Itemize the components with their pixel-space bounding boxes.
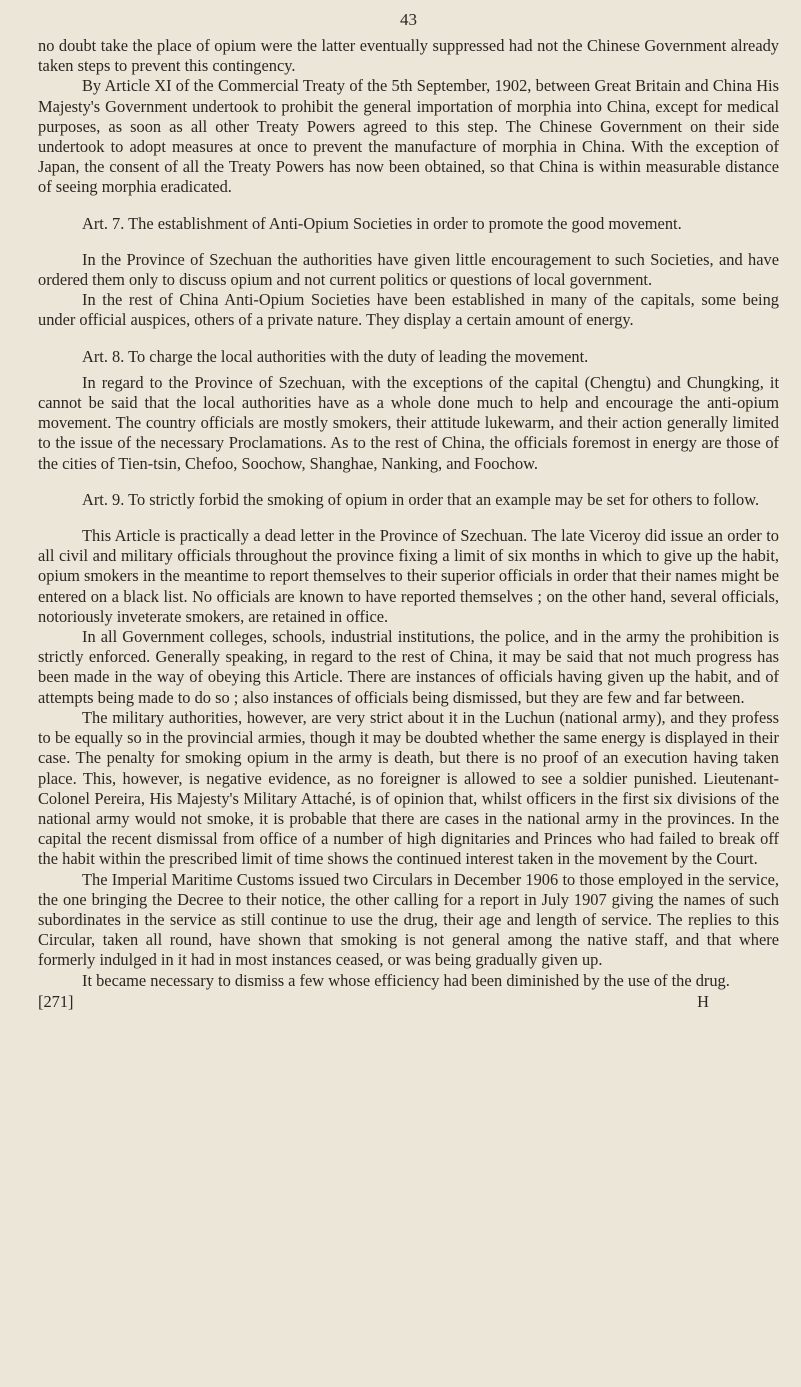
paragraph-military-authorities: The military authorities, however, are very strict about it in the Luchun (national army), and they profess to be equally so in the provincial armies, though it may be doubted whether the same energy is displayed in their case. The penalty for smoking opium in the army is death, but there is no proof of an execution having taken place. This, however, is negative evidence, as no foreigner is allowed to see a soldier punished. Lieutenant-Colonel Pereira, His Majesty's Military Attaché, is of opinion that, whilst officers in the first six divisions of the national army would not smoke, it is probable that there are cases in the national army in the provinces. In the capital the recent dismissal from office of a number of high dignitaries and Princes who had failed to break off the habit within the prescribed limit of time shows the continued interest taken in the movement by the Court.: [38, 707, 779, 869]
paragraph-szechuan-societies: In the Province of Szechuan the authorities have given little encouragement to such Societies, and have ordered them only to discuss opium and not current politics or questions of local government.: [38, 249, 779, 290]
footer-reference: [271]: [38, 991, 74, 1011]
paragraph-article-xi: By Article XI of the Commercial Treaty of the 5th September, 1902, between Great Britain and China His Majesty's Government undertook to prohibit the general importation of morphia into China, except for medical purposes, as soon as all other Treaty Powers agreed to this step. The Chinese Government on their side undertook to adopt measures at once to prevent the manufacture of morphia in China. With the exception of Japan, the consent of all the Treaty Powers has now been obtained, so that China is within measurable distance of seeing morphia eradicated.: [38, 76, 779, 197]
paragraph-dead-letter: This Article is practically a dead letter in the Province of Szechuan. The late Viceroy did issue an order to all civil and military officials throughout the province fixing a limit of six months in which to give up the habit, opium smokers in the meantime to report themselves to their superior officials in order that their names might be entered on a black list. No officials are known to have reported themselves ; on the other hand, several officials, notoriously inveterate smokers, are retained in office.: [38, 526, 779, 626]
paragraph-government-colleges: In all Government colleges, schools, industrial institutions, the police, and in the army the prohibition is strictly enforced. Generally speaking, in regard to the rest of China, it may be said that not much progress has been made in the way of obeying this Article. There are instances of officials having given up the habit, and of attempts being made to do so ; also instances of officials being dismissed, but they are few and far between.: [38, 627, 779, 707]
paragraph-local-authorities: In regard to the Province of Szechuan, with the exceptions of the capital (Chengtu) and Chungking, it cannot be said that the local authorities have as a whole done much to help and encourage the anti-opium movement. The country officials are mostly smokers, their attitude lukewarm, and their action generally limited to the issue of the necessary Proclamations. As to the rest of China, the officials foremost in energy are those of the cities of Tien-tsin, Chefoo, Soochow, Shanghae, Nanking, and Foochow.: [38, 372, 779, 473]
paragraph-continuation: no doubt take the place of opium were the latter eventually suppressed had not the Chinese Government already taken steps to prevent this contingency.: [38, 36, 779, 76]
article-9-heading: Art. 9. To strictly forbid the smoking of opium in order that an example may be set for others to follow.: [82, 489, 760, 509]
paragraph-maritime-customs: The Imperial Maritime Customs issued two Circulars in December 1906 to those employed in the service, the one bringing the Decree to their notice, the other calling for a report in July 1907 giving the names of such subordinates in the service as still continue to use the drug, their age and length of service. The replies to this Circular, taken all round, have shown that smoking is not general among the native staff, and that where formerly indulged in it had in most instances ceased, or was being gradually given up.: [38, 869, 779, 970]
paragraph-rest-of-china-societies: In the rest of China Anti-Opium Societies have been established in many of the capitals, some being under official auspices, others of a private nature. They display a certain amount of energy.: [38, 290, 779, 330]
paragraph-dismissals: It became necessary to dismiss a few whose efficiency had been diminished by the use of the drug.: [82, 970, 730, 990]
footer-signature: H: [697, 991, 709, 1011]
article-8-heading: Art. 8. To charge the local authorities with the duty of leading the movement.: [82, 346, 589, 366]
page-footer: [38, 992, 779, 1012]
article-7-heading: Art. 7. The establishment of Anti-Opium Societies in order to promote the good movement.: [82, 213, 682, 233]
page-number: 43: [400, 10, 417, 29]
